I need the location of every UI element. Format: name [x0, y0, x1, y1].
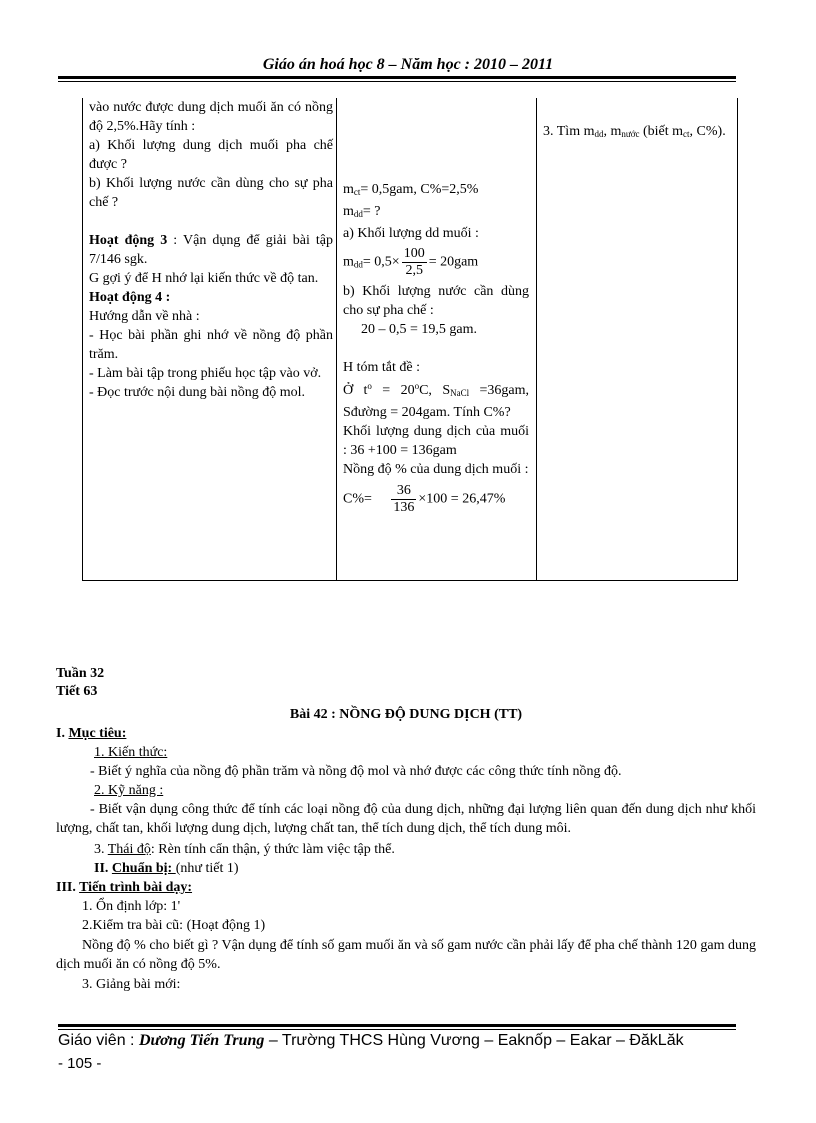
given-line: $m_{ct}= 0,5gam$, C%=2,5%	[343, 182, 479, 197]
activity-3: Hoạt động 3 : Vận dụng để giải bài tập 7/146 sgk.	[89, 233, 334, 267]
section-3-1: 1. Ổn định lớp: 1'	[82, 899, 181, 914]
section-1-2-text: - Biết vận dụng công thức để tính các loại nồng độ của dung dịch, những đại lượng liên quan đến dung dịch như khối lượng, chất tan, khối lượng dung dịch, lượng chất tan, thể tích dung dịch, thể tích dung môi.	[56, 802, 756, 836]
table-col-student	[343, 98, 529, 516]
page-number: - 105 -	[58, 1055, 102, 1072]
conc-equation: C%= $\frac{36}{136}$ ×100 = 26,47%	[343, 483, 506, 515]
table-col-content	[543, 98, 729, 144]
mdd-question: $m_{dd}=$ ?	[343, 204, 381, 219]
part-b-label: b) Khối lượng nước cần dùng cho sự pha chế :	[343, 284, 529, 318]
section-1-1-text: - Biết ý nghĩa của nồng độ phần trăm và nồng độ mol và nhớ được các công thức tính nồng độ.	[90, 764, 622, 779]
lesson-title: Bài 42 : NỒNG ĐỘ DUNG DỊCH (TT)	[289, 707, 523, 722]
section-2: II. Chuẩn bị: (như tiết 1)	[94, 861, 239, 876]
page-footer: Giáo viên : Dương Tiến Trung – Trường THCS Hùng Vương – Eaknốp – Eakar – ĐăkLăk	[58, 1032, 684, 1049]
lesson-table	[82, 98, 738, 581]
table-divider-2	[536, 98, 537, 580]
header-rule-thick	[58, 76, 736, 79]
teacher-name: Dương Tiến Trung	[138, 1032, 265, 1049]
fraction: $\frac{100}{2,5}$	[403, 246, 425, 278]
col1-line: b) Khối lượng nước cần dùng cho sự pha chế ?	[89, 176, 333, 210]
conc-label: Nồng độ % của dung dịch muối :	[343, 462, 529, 477]
section-3-heading: III. Tiến trình bài dạy:	[56, 880, 193, 895]
lesson-week: Tuần 32	[56, 666, 105, 681]
mass-label: Khối lượng dung dịch của muối : 36 +100 = 136gam	[343, 424, 529, 458]
section-3-question: Nồng độ % cho biết gì ? Vận dụng để tính số gam muối ăn và số gam nước cần phải lấy để pha chế thành 120 gam dung dịch muối ăn có nồng độ 5%.	[56, 938, 756, 972]
header-title: Giáo án hoá học 8 – Năm học : 2010 – 2011	[262, 56, 554, 73]
table-col-teacher	[89, 98, 333, 402]
fraction: $\frac{36}{136}$	[393, 483, 415, 515]
col1-line: - Làm bài tập trong phiếu học tập vào vở.	[89, 366, 322, 381]
section-1-heading: I. Mục tiêu:	[56, 726, 127, 741]
h-summary: H tóm tắt đề :	[343, 360, 420, 375]
activity-4: Hoạt động 4 :	[89, 290, 171, 305]
section-1-3: 3. Thái độ: Rèn tính cẩn thận, ý thức làm việc tập thể.	[94, 842, 395, 857]
col1-line: Hướng dẫn về nhà :	[89, 309, 200, 324]
section-1-2-heading: 2. Kỹ năng :	[94, 783, 164, 798]
part-b-equation: 20 – 0,5 = 19,5 gam.	[361, 322, 477, 337]
part-a-label: a) Khối lượng dd muối :	[343, 226, 479, 241]
table-divider-1	[336, 98, 337, 580]
col1-line: G gợi ý để H nhớ lại kiến thức về độ tan.	[89, 271, 319, 286]
col1-line: - Học bài phần ghi nhớ về nồng độ phần trăm.	[89, 328, 333, 362]
col1-line: a) Khối lượng dung dịch muối pha chế được ?	[89, 138, 333, 172]
section-3-2: 2.Kiểm tra bài cũ: (Hoạt động 1)	[82, 918, 266, 933]
section-1-1-heading: 1. Kiến thức:	[94, 745, 168, 760]
footer-rule-thick	[58, 1024, 736, 1027]
header-rule-thin	[58, 81, 736, 82]
footer-rule-thin	[58, 1029, 736, 1030]
lesson-period: Tiết 63	[56, 684, 98, 699]
h-given: Ở $t^o = 20^oC$, $S_{NaCl} =36gam$, Sđường = 204gam. Tính C%?	[343, 381, 530, 420]
part-a-equation: $m_{dd}= 0,5\times$ $\frac{100}{2,5}$ = 20gam	[343, 246, 479, 278]
col1-line: vào nước được dung dịch muối ăn có nồng độ 2,5%.Hãy tính :	[89, 100, 333, 134]
section-3-3: 3. Giảng bài mới:	[82, 977, 181, 992]
col1-line: - Đọc trước nội dung bài nồng độ mol.	[89, 385, 306, 400]
task-3: 3. Tìm $m_{dd}$, $m_{nước}$ (biết $m_{ct}$, C%).	[543, 124, 726, 139]
